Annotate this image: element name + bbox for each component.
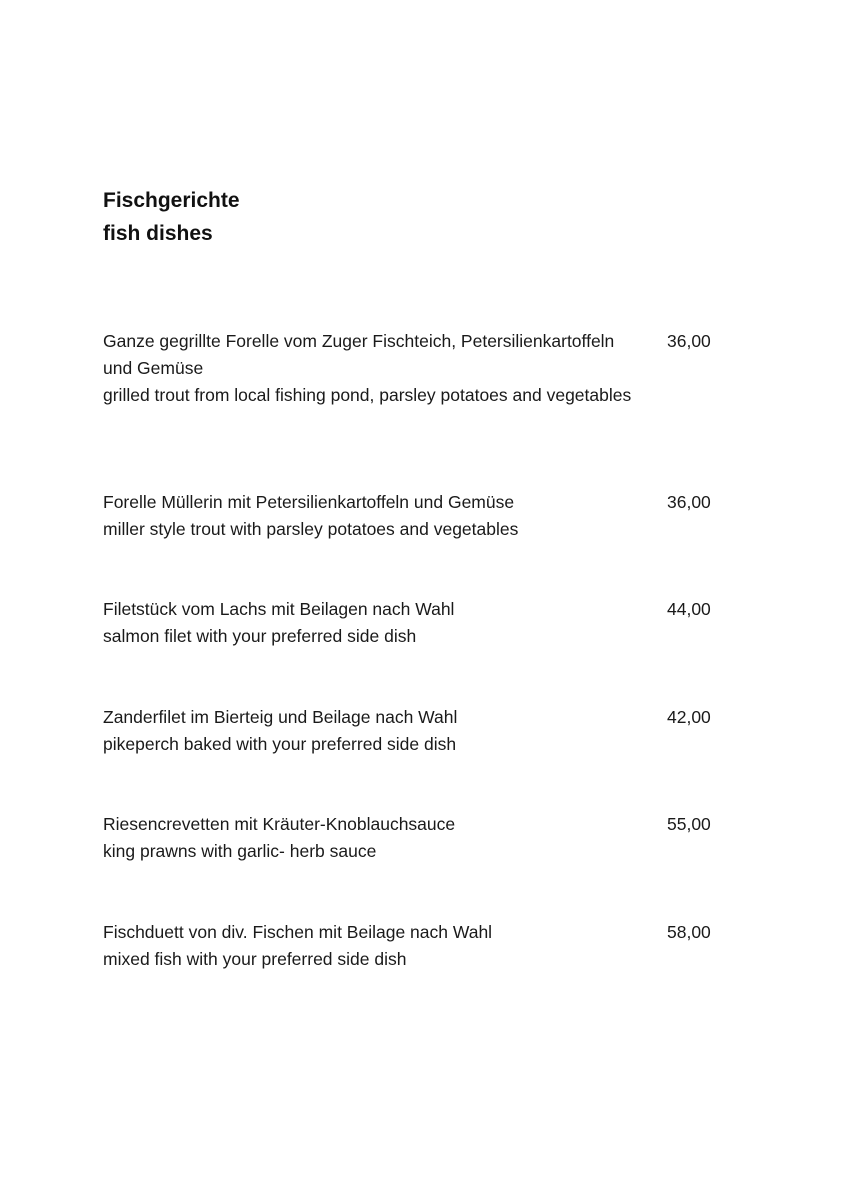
- menu-item-description: [103, 704, 648, 758]
- menu-item-english: miller style trout with parsley potatoes and vegetables: [103, 519, 519, 539]
- menu-item-description: [103, 596, 648, 650]
- menu-item: [103, 489, 723, 543]
- menu-item-description: [103, 489, 648, 543]
- menu-item-german: Riesencrevetten mit Kräuter-Knoblauchsauce: [103, 814, 456, 834]
- menu-item-german: Ganze gegrillte Forelle vom Zuger Fischteich, Petersilienkartoffeln und Gemüse: [103, 331, 615, 378]
- menu-item: [103, 596, 723, 650]
- menu-item-german: Filetstück vom Lachs mit Beilagen nach Wahl: [103, 599, 455, 619]
- menu-item-price: 36,00: [667, 331, 711, 351]
- menu-item-price: 55,00: [667, 814, 711, 834]
- menu-item: [103, 811, 723, 865]
- menu-item-english: grilled trout from local fishing pond, parsley potatoes and vegetables: [103, 385, 632, 405]
- menu-item: [103, 328, 723, 409]
- menu-item-english: salmon filet with your preferred side dish: [103, 626, 417, 646]
- section-title-german: Fischgerichte: [103, 189, 240, 212]
- menu-item-price: 58,00: [667, 922, 711, 942]
- menu-item-english: pikeperch baked with your preferred side dish: [103, 734, 457, 754]
- menu-item: [103, 704, 723, 758]
- section-heading: [103, 184, 603, 250]
- menu-item-description: [103, 811, 648, 865]
- menu-item-german: Zanderfilet im Bierteig und Beilage nach Wahl: [103, 707, 458, 727]
- menu-item-german: Fischduett von div. Fischen mit Beilage nach Wahl: [103, 922, 493, 942]
- menu-item-description: [103, 328, 648, 409]
- menu-item-price: 42,00: [667, 707, 711, 727]
- menu-item-price: 44,00: [667, 599, 711, 619]
- menu-item-english: mixed fish with your preferred side dish: [103, 949, 407, 969]
- menu-item-german: Forelle Müllerin mit Petersilienkartoffeln und Gemüse: [103, 492, 515, 512]
- menu-item-price: 36,00: [667, 492, 711, 512]
- menu-item-description: [103, 919, 648, 973]
- section-title-english: fish dishes: [103, 222, 213, 245]
- menu-item-english: king prawns with garlic- herb sauce: [103, 841, 377, 861]
- menu-item: [103, 919, 723, 973]
